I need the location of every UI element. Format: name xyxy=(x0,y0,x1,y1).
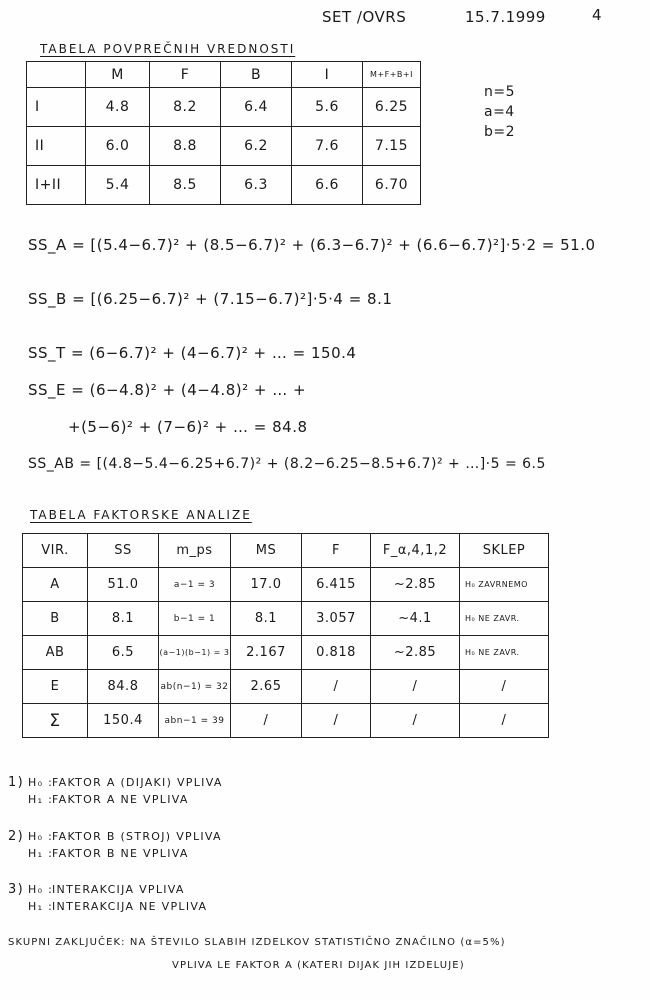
source-cell: B xyxy=(23,602,88,636)
table-cell: 6.70 xyxy=(363,166,421,205)
conclusion-cell: / xyxy=(460,670,549,704)
h0-text: INTERAKCIJA VPLIVA xyxy=(52,883,185,896)
table-header-cell: MS xyxy=(231,534,302,568)
h0-label: H₀ : xyxy=(28,776,54,789)
table-cell: 6.25 xyxy=(363,88,421,127)
h0-label: H₀ : xyxy=(28,883,54,896)
conclusion-line-1: SKUPNI ZAKLJUČEK: NA ŠTEVILO SLABIH IZDELKOV STATISTIČNO ZNAČILNO (α=5%) xyxy=(8,937,506,948)
h1-text: INTERAKCIJA NE VPLIVA xyxy=(52,900,208,913)
ms-cell: / xyxy=(231,704,302,738)
param-a: a=4 xyxy=(484,104,515,120)
hypothesis-3 xyxy=(8,882,207,913)
f-cell: / xyxy=(302,704,371,738)
page-number: 4 xyxy=(592,6,603,24)
hypothesis-number: 3) xyxy=(8,882,24,897)
ms-cell: 2.167 xyxy=(231,636,302,670)
table-cell: 8.5 xyxy=(150,166,221,205)
f-crit-cell: ~2.85 xyxy=(371,568,460,602)
h1-label: H₁ : xyxy=(28,900,54,913)
f-crit-cell: / xyxy=(371,670,460,704)
equation-sse-line2: +(5−6)² + (7−6)² + … = 84.8 xyxy=(68,418,308,436)
equation-ssa: SS_A = [(5.4−6.7)² + (8.5−6.7)² + (6.3−6.7)² + (6.6−6.7)²]·5·2 = 51.0 xyxy=(28,236,596,254)
h0-label: H₀ : xyxy=(28,830,54,843)
table-row xyxy=(23,568,549,602)
table-header-row xyxy=(27,62,421,88)
ms-cell: 8.1 xyxy=(231,602,302,636)
table-cell: 5.6 xyxy=(292,88,363,127)
table-row xyxy=(27,88,421,127)
param-n: n=5 xyxy=(484,84,516,100)
table-header-cell: F_α,4,1,2 xyxy=(371,534,460,568)
df-cell: (a−1)(b−1) = 3 xyxy=(159,636,231,670)
h0-text: FAKTOR A (DIJAKI) VPLIVA xyxy=(52,776,223,789)
table-header-row xyxy=(23,534,549,568)
df-cell: ab(n−1) = 32 xyxy=(159,670,231,704)
ms-cell: 2.65 xyxy=(231,670,302,704)
ss-cell: 150.4 xyxy=(88,704,159,738)
h1-label: H₁ : xyxy=(28,847,54,860)
table-cell: 6.6 xyxy=(292,166,363,205)
table-cell: 8.8 xyxy=(150,127,221,166)
df-cell: a−1 = 3 xyxy=(159,568,231,602)
table-cell: 6.2 xyxy=(221,127,292,166)
table-header-cell: SKLEP xyxy=(460,534,549,568)
table-header-cell: F xyxy=(150,62,221,88)
f-crit-cell: / xyxy=(371,704,460,738)
source-cell: Σ xyxy=(23,704,88,738)
table-cell: 6.4 xyxy=(221,88,292,127)
ss-cell: 51.0 xyxy=(88,568,159,602)
table-header-cell: m_ps xyxy=(159,534,231,568)
hypothesis-number: 1) xyxy=(8,775,24,790)
ms-cell: 17.0 xyxy=(231,568,302,602)
parameters xyxy=(484,82,515,142)
df-cell: abn−1 = 39 xyxy=(159,704,231,738)
table-cell: 8.2 xyxy=(150,88,221,127)
table-cell: 7.6 xyxy=(292,127,363,166)
f-crit-cell: ~4.1 xyxy=(371,602,460,636)
equation-sst: SS_T = (6−6.7)² + (4−6.7)² + … = 150.4 xyxy=(28,344,357,362)
h0-text: FAKTOR B (STROJ) VPLIVA xyxy=(52,830,222,843)
source-cell: A xyxy=(23,568,88,602)
param-b: b=2 xyxy=(484,124,516,140)
table-header-cell: B xyxy=(221,62,292,88)
hypothesis-2 xyxy=(8,829,222,860)
means-table-title: TABELA POVPREČNIH VREDNOSTI xyxy=(40,42,296,56)
ss-cell: 6.5 xyxy=(88,636,159,670)
equation-sse-line1: SS_E = (6−4.8)² + (4−4.8)² + … + xyxy=(28,381,307,399)
conclusion-cell: H₀ NE ZAVR. xyxy=(460,602,549,636)
conclusion-cell: H₀ NE ZAVR. xyxy=(460,636,549,670)
f-cell: / xyxy=(302,670,371,704)
hypothesis-1 xyxy=(8,775,223,806)
hypothesis-number: 2) xyxy=(8,829,24,844)
table-header-cell: I xyxy=(292,62,363,88)
table-header-cell xyxy=(27,62,86,88)
means-table xyxy=(26,61,421,205)
df-cell: b−1 = 1 xyxy=(159,602,231,636)
f-crit-cell: ~2.85 xyxy=(371,636,460,670)
set-label: SET /OVRS xyxy=(322,8,407,26)
equation-ssab: SS_AB = [(4.8−5.4−6.25+6.7)² + (8.2−6.25−8.5+6.7)² + …]·5 = 6.5 xyxy=(28,456,546,472)
row-label: I xyxy=(27,88,86,127)
date-label: 15.7.1999 xyxy=(465,8,546,26)
table-row xyxy=(23,704,549,738)
table-header-cell: VIR. xyxy=(23,534,88,568)
table-cell: 5.4 xyxy=(86,166,150,205)
h1-label: H₁ : xyxy=(28,793,54,806)
table-header-cell: M+F+B+I xyxy=(363,62,421,88)
f-cell: 0.818 xyxy=(302,636,371,670)
table-cell: 4.8 xyxy=(86,88,150,127)
table-row xyxy=(27,127,421,166)
h1-text: FAKTOR A NE VPLIVA xyxy=(52,793,189,806)
conclusion-line-2: VPLIVA LE FAKTOR A (KATERI DIJAK JIH IZDELUJE) xyxy=(172,960,465,971)
equation-ssb: SS_B = [(6.25−6.7)² + (7.15−6.7)²]·5·4 = 8.1 xyxy=(28,290,393,308)
f-cell: 3.057 xyxy=(302,602,371,636)
conclusion-cell: H₀ ZAVRNEMO xyxy=(460,568,549,602)
h1-text: FAKTOR B NE VPLIVA xyxy=(52,847,189,860)
anova-table-title: TABELA FAKTORSKE ANALIZE xyxy=(30,508,252,522)
table-cell: 6.0 xyxy=(86,127,150,166)
source-cell: AB xyxy=(23,636,88,670)
ss-cell: 8.1 xyxy=(88,602,159,636)
source-cell: E xyxy=(23,670,88,704)
table-row xyxy=(23,602,549,636)
table-row xyxy=(23,636,549,670)
table-header-cell: SS xyxy=(88,534,159,568)
table-cell: 7.15 xyxy=(363,127,421,166)
table-cell: 6.3 xyxy=(221,166,292,205)
conclusion-cell: / xyxy=(460,704,549,738)
table-row xyxy=(23,670,549,704)
table-header-cell: M xyxy=(86,62,150,88)
row-label: I+II xyxy=(27,166,86,205)
ss-cell: 84.8 xyxy=(88,670,159,704)
row-label: II xyxy=(27,127,86,166)
anova-table xyxy=(22,533,549,738)
table-header-cell: F xyxy=(302,534,371,568)
f-cell: 6.415 xyxy=(302,568,371,602)
table-row xyxy=(27,166,421,205)
